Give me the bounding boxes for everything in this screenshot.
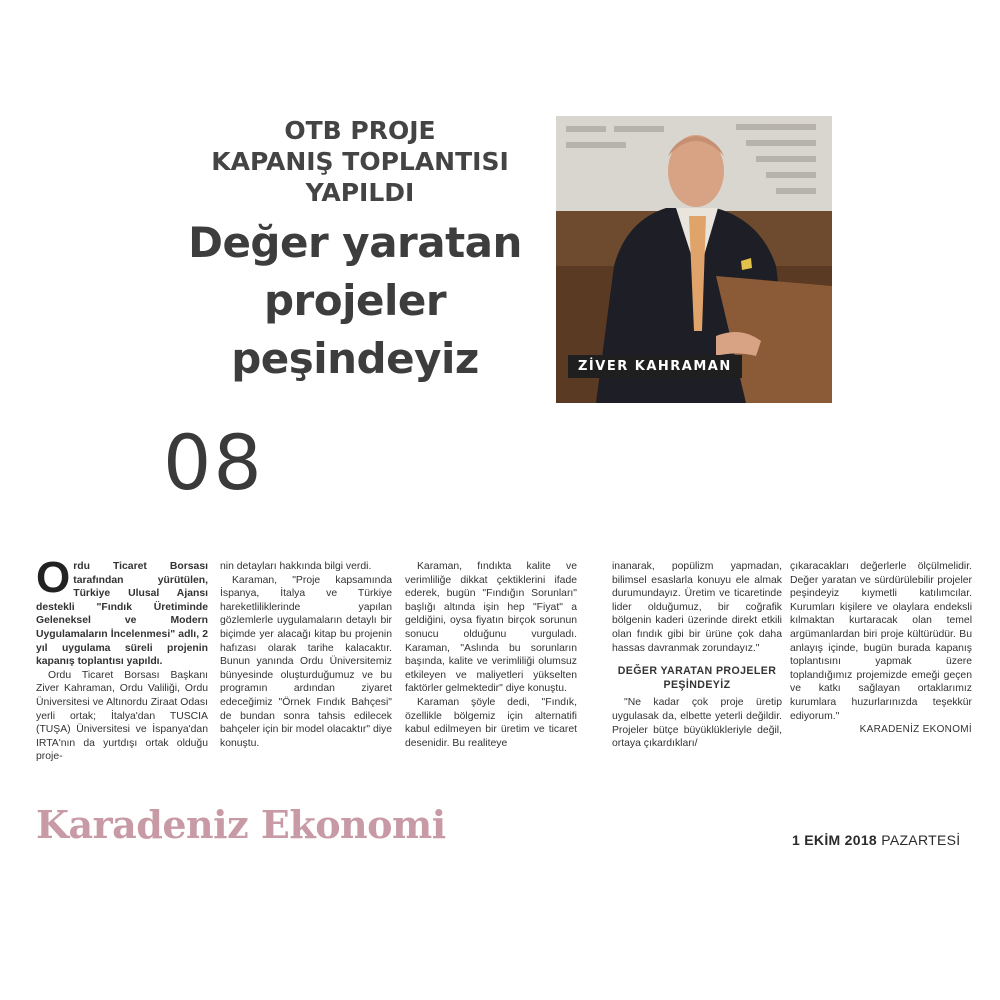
- article-column-5: [790, 560, 972, 737]
- article-paragraph: inanarak, popülizm yapmadan, bilimsel esaslarla konuyu ele almak durumundayız. Üretim ve ticaretinde lider olduğumuz, bir coğrafik bölgenin kaderi üzerinde direkt etkili olan fındık gibi bir ürüne çok daha hassas davranmak zorundayız.": [612, 561, 782, 654]
- article-paragraph: Karaman şöyle dedi, "Fındık, özellikle bölgemiz için alternatifi kabul edilmeyen bir üretim ve ticaret desenidir. Bu realiteye: [405, 696, 577, 749]
- article-paragraph: "Ne kadar çok proje üretip uygulasak da, elbette yeterli değildir. Projeler bütçe büyüklükleriyle değil, ortaya çıkardıkları/: [612, 697, 782, 750]
- photo-caption: ZİVER KAHRAMAN: [568, 355, 742, 378]
- article-paragraph: Ordu Ticaret Borsası Başkanı Ziver Kahraman, Ordu Valiliği, Ordu Üniversitesi ve Altınordu Ziraat Odası yerli ortak; İtalya'dan TUSCIA (TUŞA) Üniversitesi ve İspanya'dan IRTA'nın da yurtdışı ortak olduğu proje-: [36, 669, 208, 763]
- issue-day: PAZARTESİ: [881, 832, 961, 848]
- article-subheading: [612, 665, 782, 692]
- kicker-line: YAPILDI: [305, 178, 415, 207]
- kicker-line: KAPANIŞ TOPLANTISI: [211, 147, 509, 176]
- page-number: 08: [163, 418, 264, 507]
- subheading-line: PEŞİNDEYİZ: [663, 678, 731, 691]
- article-paragraph: Karaman, fındıkta kalite ve verimliliğe dikkat çektiklerini ifade ederek, bugün "Fındığın Sorunları" başlığı altında işin hep "Fiyat" a geldiğini, oysa fiyatın birçok sorunun sonucu olduğunu vurguladı. Karaman, "Aslında bu sorunların başında, kalite ve verimliliği olumsuz etkileyen ve maliyetleri yükselten faktörler gelmektedir" diye konuştu.: [405, 561, 577, 695]
- article-signoff: KARADENİZ EKONOMİ: [859, 724, 972, 736]
- article-lead: rdu Ticaret Borsası tarafından yürütülen, Türkiye Ulusal Ajansı destekli "Fındık Üretiminde Geleneksel ve Modern Uygulamaların İncelenmesi" adlı, 2 yıl uygulama süreli projenin kapanış toplantısı yapıldı.: [36, 561, 208, 668]
- article-column-1: [36, 553, 208, 764]
- article-kicker: [170, 115, 550, 208]
- issue-date-value: 1 EKİM 2018: [792, 832, 878, 848]
- article-column-4: [612, 560, 782, 751]
- issue-date: [792, 832, 960, 848]
- newspaper-masthead: Karadeniz Ekonomi: [36, 802, 446, 847]
- headline-line: projeler: [263, 276, 447, 325]
- article-paragraph: nin detayları hakkında bilgi verdi.: [220, 561, 372, 572]
- article-column-2: [220, 560, 392, 750]
- article-headline: [160, 214, 550, 388]
- subheading-line: DEĞER YARATAN PROJELER: [617, 665, 777, 678]
- article-paragraph: Karaman, "Proje kapsamında İspanya, İtalya ve Türkiye hareketliliklerinde yapılan gözlemlerle uygulamaların detaylı bir biçimde yer alacağı kitap bu projenin hafızası olarak tarihe kalacaktır. Bunun yanında Ordu Üniversitemiz bünyesinde oluşturduğumuz ve bu programın ardından ziyaret edeceğimiz "Örnek Fındık Bahçesi" de bundan sonra tahsis edilecek bahçeler için bir model olacaktır" diye konuştu.: [220, 574, 392, 749]
- headline-line: Değer yaratan: [188, 218, 522, 267]
- article-paragraph: çıkaracakları değerlerle ölçülmelidir. Değer yaratan ve sürdürülebilir projeler peşindeyiz kıymetli katılımcılar. Kurumları kişilere ve olaylara endeksli kılmaktan kurtaracak olan temel argümanlardan biri proje kültürüdür. Bu anlayış içinde, bugün burada kapanış toplantısını yapmak üzere toplandığımız projemizde emeği geçen ve katkı sağlayan ortaklarımız kurumlara huzurlarınızda teşekkür ediyorum.": [790, 561, 972, 722]
- headline-line: peşindeyiz: [231, 334, 479, 383]
- drop-cap: O: [36, 553, 71, 602]
- article-column-3: [405, 560, 577, 750]
- kicker-line: OTB PROJE: [284, 116, 436, 145]
